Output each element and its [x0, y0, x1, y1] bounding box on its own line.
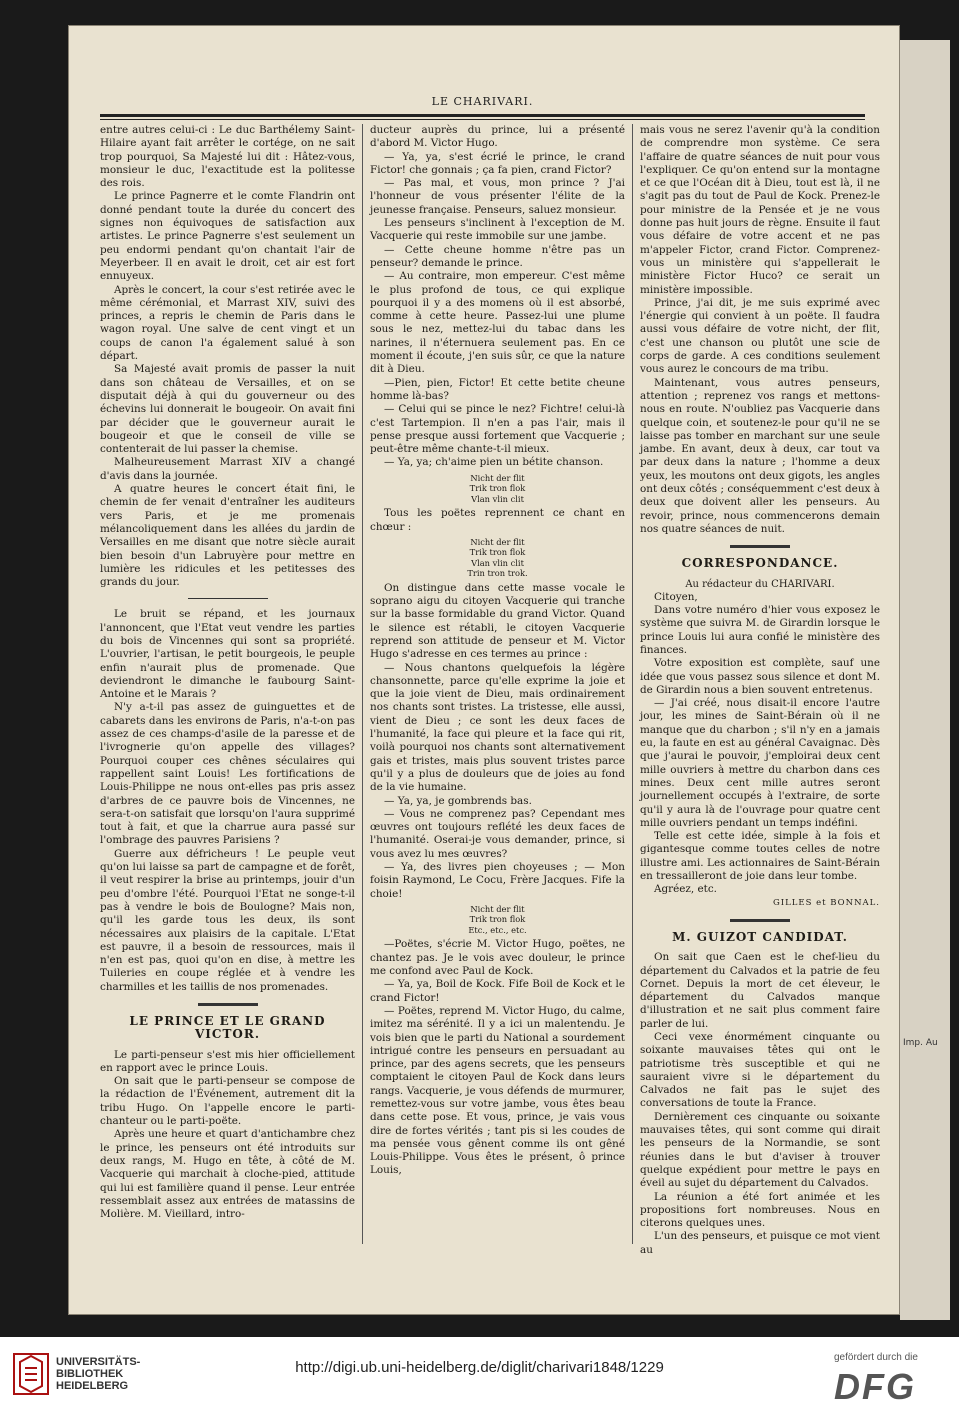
paragraph: — Ya, ya; ch'aime pien un bétite chanson.: [384, 456, 604, 469]
song-verse: [370, 904, 625, 936]
paragraph: — Celui qui se pince le nez? Fichtre! celui-là c'est Tartempion. Il n'en a pas l'air, mais il pense presque aussi fortement que Vacquerie ; peut-être même chante-t-il mieux.: [370, 403, 625, 456]
paragraph: — Pas mal, et vous, mon prince ? J'ai l'honneur de vous présenter l'élite de la jeunesse française. Penseurs, saluez monsieur.: [370, 177, 625, 216]
section-heading: CORRESPONDANCE.: [681, 556, 839, 571]
paragraph: Le parti-penseur s'est mis hier officiellement en rapport avec le prince Louis.: [100, 1048, 355, 1074]
paragraph: —Pien, pien, Fictor! Et cette betite cheune homme là-bas?: [370, 376, 625, 402]
paragraph: Ceci vexe énormément cinquante ou soixante mauvaises têtes qui ont le patriotisme très susceptible et qui ne sauraient vivre si le département du Calvados ne fait pas le sujet des conversations de toute la France.: [640, 1031, 880, 1110]
verse-line: Vlan vlin clit: [471, 493, 524, 504]
paragraph: Tous les poëtes reprennent ce chant en chœur :: [370, 507, 625, 533]
paragraph: Dans votre numéro d'hier vous exposez le système que suivra M. de Girardin lorsque le prince Louis lui aura confié le ministère des finances.: [640, 604, 880, 656]
paragraph: Après le concert, la cour s'est retirée avec le même cérémonial, et Marrast XIV, suivi des princes, a repris le chemin de Paris dans le wagon royal. Une salve de cent vingt et un coups de canon l'a également salué à son départ.: [100, 283, 355, 363]
paragraph: Le prince Pagnerre et le comte Flandrin ont donné pendant toute la durée du concert des signes non équivoques de satisfaction aux artistes. Le prince Pagnerre s'est seulement un peu endormi pendant qu'on chantait l'air de Meyerbeer. Il en avait le droit, cet air est fort ennuyeux.: [100, 190, 355, 283]
paragraph: On sait que le parti-penseur se compose de la rédaction de l'Événement, autrement dit la tribu Hugo. On l'appelle encore le parti-chanteur ou le parti-poëte.: [100, 1075, 355, 1128]
paragraph: Le bruit se répand, et les journaux l'annoncent, que l'Etat veut vendre les parties du bois de Vincennes qui sont sa propriété. L'ouvrier, l'artisan, le petit bourgeois, le peuple enfin n'aurait plus de promenade. Que deviendront le dimanche le faubourg Saint-Antoine et le Marais ?: [100, 608, 355, 701]
salutation: Au rédacteur du CHARIVARI.: [685, 578, 835, 590]
paragraph: L'un des penseurs, et puisque ce mot vient au: [640, 1230, 880, 1256]
paragraph: Après une heure et quart d'antichambre chez le prince, les penseurs ont été introduits sur deux rangs, M. Hugo en tête, à côté de M. Vacquerie qui marchait à cloche-pied, attitude qui lui est familière quand il pense. Leur entrée ressemblait assez aux entrées de matassins de Molière. M. Vieillard, intro-: [100, 1128, 355, 1221]
paragraph: On distingue dans cette masse vocale le soprano aigu du citoyen Vacquerie qui tranche sur la basse formidable du grand Victor. Quand le silence est rétabli, le citoyen Vacquerie reprend son attitude de penseur et M. Victor Hugo s'adresse en ces termes au prince :: [370, 581, 625, 661]
section-divider: [730, 545, 790, 548]
verse-line: Trin tron trok.: [467, 568, 528, 579]
signature: GILLES et BONNAL.: [772, 897, 880, 908]
song-verse: [370, 537, 625, 579]
paragraph: — Ya, ya, je gombrends bas.: [384, 794, 532, 807]
next-page-edge: [900, 40, 950, 1320]
paragraph: La réunion a été fort animée et les propositions fort nombreuses. Nous en citerons quelques unes.: [640, 1190, 880, 1230]
paragraph: — Ya, des livres pien choyeuses ; — Mon foisin Raymond, Le Cocu, Frère Jacques. Fife la choie!: [370, 861, 625, 900]
column-divider: [362, 124, 363, 1244]
paragraph: Agréez, etc.: [654, 883, 717, 896]
verse-line: Trik tron flok: [469, 547, 526, 558]
header-rule-thin: [100, 119, 865, 120]
paragraph: N'y a-t-il pas assez de guinguettes et de cabarets dans les environs de Paris, n'a-t-on pas assez de ces champs-d'asile de la paresse et de l'ivrognerie qu'on appelle des villages? Pourquoi couper ces chênes séculaires qui rappellent saint Louis! Les fortifications de Louis-Philippe ne nous ont-elles pas pris assez d'arbres de ce pauvre bois de Vincennes, ne sera-t-on satisfait que lorsqu'on l'aura supprimé tout à fait, et que la charrue aura passé sur l'ombrage des pauvres Parisiens ?: [100, 701, 355, 847]
paragraph: Dernièrement ces cinquante ou soixante mauvaises têtes, qui sont comme qui dirait les penseurs de la Normandie, se sont réunies dans le but d'aviser à trouver quelque expédient pour mettre le pays en éveil au sujet du département du Calvados.: [640, 1110, 880, 1190]
edge-note: Imp. Au: [903, 1038, 938, 1048]
verse-line: Vlan vlin clit: [471, 557, 524, 568]
section-divider: [730, 919, 790, 922]
paragraph: Sa Majesté avait promis de passer la nuit dans son château de Versailles, et on se disputait déjà à qui du gouverneur ou des échevins lui donnerait le bougeoir. On avait fini par décider que le gouverneur aurait le bougeoir et que le conseil de ville se contenterait de lui passer la chemise.: [100, 363, 355, 456]
verse-line: Etc., etc., etc.: [468, 924, 527, 935]
verse-line: Nicht der flit: [470, 536, 525, 547]
paragraph: Citoyen,: [654, 590, 698, 603]
section-divider: [198, 1003, 258, 1006]
verse-line: Trik tron flok: [469, 914, 526, 925]
article-heading: M. GUIZOT CANDIDAT.: [672, 929, 848, 944]
column-1: [100, 124, 355, 1221]
section-divider: [188, 598, 268, 599]
column-3: [640, 124, 880, 1257]
verse-line: Trik tron flok: [469, 483, 526, 494]
column-divider: [632, 124, 633, 1244]
paragraph: Prince, j'ai dit, je me suis exprimé avec l'énergie qui convient à un poëte. Il faudra aussi vous défaire de votre nicht, der flit, c'est une chanson ou plutôt une scie de corps de garde. A ces conditions seulement vous aurez le concours de ma tribu.: [640, 296, 880, 376]
paragraph: — Vous ne comprenez pas? Cependant mes œuvres ont toujours reflété les deux faces de l'humanité. Oserai-je vous demander, prince, si vous avez lu mes œuvres?: [370, 807, 625, 860]
paragraph: Malheureusement Marrast XIV a changé d'avis dans la journée.: [100, 456, 355, 482]
column-2: [370, 124, 625, 1178]
paragraph: — Cette cheune homme n'être pas un penseur? demande le prince.: [370, 243, 625, 269]
dfg-logo: DFG: [834, 1366, 916, 1407]
song-verse: [370, 473, 625, 505]
page-header: [100, 95, 865, 108]
paragraph: Votre exposition est complète, sauf une idée que vous passez sous silence et dont M. de Girardin nous a bien souvent entretenus.: [640, 657, 880, 696]
header-rule: [100, 114, 865, 117]
library-name-line: BIBLIOTHEK: [56, 1368, 124, 1380]
verse-line: Nicht der flit: [470, 472, 525, 483]
paragraph: Les penseurs s'inclinent à l'exception de M. Vacquerie qui reste immobile sur une jambe.: [370, 217, 625, 243]
paragraph: mais vous ne serez l'avenir qu'à la condition de comprendre mon système. Ce sera l'affaire de quatre séances de nuit pour vous l'expliquer. Ce qu'on entend sur la montagne et ce que l'Océan dit à Dieu, tout est là, il ne s'agit pas du tout de Paul de Kock. Prenez-le pour ministre de la Pensée et je ne vous donne pas huit jours de règne. Ensuite il faut vous défaire de votre accent et ne pas m'appeler Fictor, crand Fictor. Comprenez-vous un ministère qui s'appellerait le ministère Fictor Huco? ce serait un ministère impossible.: [640, 124, 880, 296]
paragraph: —Poëtes, s'écrie M. Victor Hugo, poëtes, ne chantez pas. Je le vois avec douleur, le prince me confond avec Paul de Kock.: [370, 938, 625, 978]
paragraph: A quatre heures le concert était fini, le chemin de fer venait d'entraîner les auditeurs vers Paris, et je me promenais mélancoliquement dans les allées du jardin de Versailles en me disant que notre siècle aurait bien besoin d'un Labruyère pour mettre en lumière les ridicules et les petitesses des grands du jour.: [100, 483, 355, 589]
paragraph: Telle est cette idée, simple à la fois et gigantesque comme toutes celles de notre illustre ami. Les actionnaires de Saint-Bérain en tressailleront de joie dans leur tombe.: [640, 830, 880, 883]
paragraph: ducteur auprès du prince, lui a présenté d'abord M. Victor Hugo.: [370, 124, 625, 150]
funding-label: gefördert durch die: [834, 1352, 918, 1363]
paragraph: Maintenant, vous autres penseurs, attention ; reprenez vos rangs et mettons-nous en route. N'oubliez pas Vacquerie dans quelque coin, et soutenez-le pour qu'il ne se laisse pas tomber en marchant sur une seule jambe. En avant, deux à deux, car tout va par deux dans la nature ; l'homme a deux yeux, les moutons ont deux gigots, les angles ont deux côtés ; conséquemment c'est deux à deux que doivent aller les penseurs. Au revoir, prince, nous commencerons demain nos quatre séances de nuit.: [640, 376, 880, 535]
paragraph: On sait que Caen est le chef-lieu du département du Calvados et la patrie de feu Cornet. Depuis la mort de cet éleveur, le département du Calvados manque d'illustration et ne sait plus comment faire parler de lui.: [640, 951, 880, 1030]
newspaper-title: LE CHARIVARI.: [431, 95, 534, 108]
paragraph: — Nous chantons quelquefois la légère chansonnette, parce qu'elle exprime la joie et que la joie vient de Dieu, mais ordinairement nos chants sont tristes. La tristesse, elle aussi, vient de Dieu ; ce sont les deux faces de l'humanité, la face qui pleure et la face qui rit, voilà pourquoi nos chants sont alternativement gais et tristes, mais plus souvent tristes parce qu'il y a plus de douleurs que de joies au fond de la vie humaine.: [370, 661, 625, 794]
paragraph: — Au contraire, mon empereur. C'est même le plus profond de tous, ce qui explique pourquoi il y a des momens où il est absorbé, comme à cette heure. Passez-lui une plume sous le nez, mettez-lui du tabac dans les narines, il n'éternuera seulement pas. En ce moment il écoute, j'en suis sûr, ce que la nature dit à Dieu.: [370, 270, 625, 376]
paragraph: Guerre aux défricheurs ! Le peuple veut qu'on lui laisse sa part de campagne et de forêt, il veut respirer la brise au printemps, jouir d'un peu d'ombre l'été. Pourquoi l'Etat ne songe-t-il pas à vendre le bois de Boulogne? Mais non, qu'il les garde tous les deux, ils sont nécessaires aux plaisirs de la capitale. L'Etat est pauvre, il a besoin de ressources, mais il n'en est pas, quoi qu'on en dise, à mettre les Tuileries en coupe réglée et à vendre les charmilles et les taillis de nos promenades.: [100, 847, 355, 993]
source-url[interactable]: http://digi.ub.uni-heidelberg.de/diglit/charivari1848/1229: [295, 1359, 664, 1376]
paragraph: — Ya, ya, s'est écrié le prince, le crand Fictor! che gonnais ; ça fa pien, crand Fictor?: [370, 150, 625, 176]
article-heading: LE PRINCE ET LE GRAND VICTOR.: [129, 1014, 326, 1042]
paragraph: entre autres celui-ci : Le duc Barthélemy Saint-Hilaire ayant fait arrêter le cortége, on ne sait trop pourquoi, Sa Majesté lui dit : Hâtez-vous, monsieur le duc, l'exactitude est la politesse des rois.: [100, 124, 355, 190]
paragraph: — Ya, ya, Boil de Kock. Fife Boil de Kock et le crand Fictor!: [370, 978, 625, 1004]
library-name-line: UNIVERSITÄTS-: [56, 1356, 141, 1368]
paragraph: — J'ai créé, nous disait-il encore l'autre jour, les mines de Saint-Bérain où il ne manque que du charbon ; s'il n'y en a jamais eu, la faute en est au général Cavaignac. Dès que j'aurai le pouvoir, j'emploirai deux cent mille ouvriers à mettre du charbon dans ces mines. Deux cent mille autres seront journellement occupés à l'extraire, de sorte qu'il y aura là de l'ouvrage pour quatre cent mille ouvriers pendant un temps indéfini.: [640, 697, 880, 829]
library-name-line: HEIDELBERG: [56, 1380, 129, 1392]
paragraph: — Poëtes, reprend M. Victor Hugo, du calme, imitez ma sérénité. Il y a ici un malentendu. Je vois bien que le parti du National a sourdement intrigué contre les penseurs en persuadant au prince, par des agens secrets, que les penseurs comptaient le citoyen Paul de Kock dans leurs rangs. Vacquerie, je vous défends de murmurer, remettez-vous sur votre jambe, vous êtes beau dans cette pose. Et vous, prince, je vais vous dire de fortes vérités ; tant pis si les coudes de ma pensée vous gênent comme ils ont gêné Louis-Philippe. Vous êtes le présent, ô prince Louis,: [370, 1004, 625, 1177]
verse-line: Nicht der flit: [470, 903, 525, 914]
